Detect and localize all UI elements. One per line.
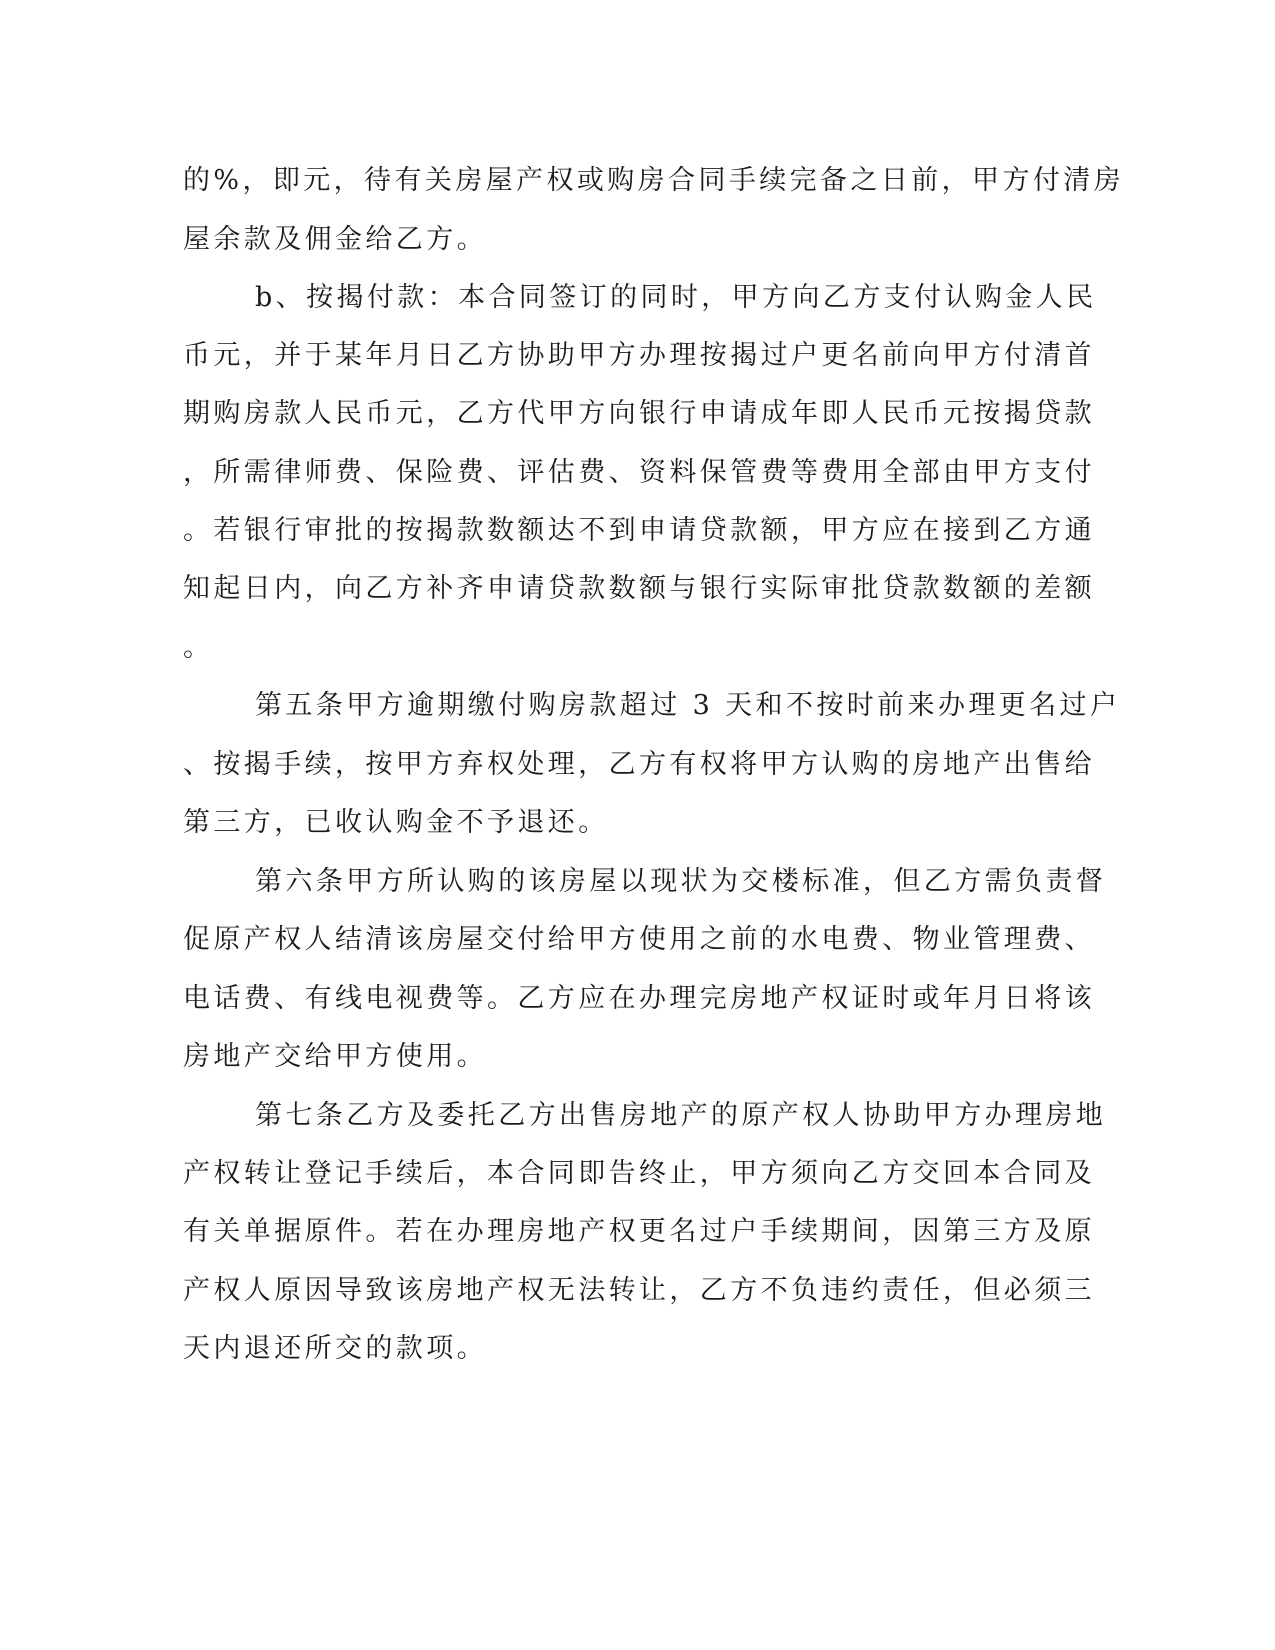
paragraph-first-line: b、按揭付款：本合同签订的同时，甲方向乙方支付认购金人民 xyxy=(255,282,1097,313)
text-line: 电话费、有线电视费等。乙方应在办理完房地产权证时或年月日将该 xyxy=(183,983,1095,1014)
text-line: 第三方，已收认购金不予退还。 xyxy=(183,807,609,838)
text-line: 、按揭手续，按甲方弃权处理，乙方有权将甲方认购的房地产出售给 xyxy=(183,749,1095,780)
paragraph-first-line: 第五条甲方逾期缴付购房款超过 3 天和不按时前来办理更名过户 xyxy=(255,690,1121,721)
text-line: 知起日内，向乙方补齐申请贷款数额与银行实际审批贷款数额的差额 xyxy=(183,573,1095,604)
text-line: 房地产交给甲方使用。 xyxy=(183,1041,487,1072)
paragraph-first-line: 第七条乙方及委托乙方出售房地产的原产权人协助甲方办理房地 xyxy=(255,1100,1107,1131)
text-line: 。若银行审批的按揭款数额达不到申请贷款额，甲方应在接到乙方通 xyxy=(183,515,1095,546)
text-line: 有关单据原件。若在办理房地产权更名过户手续期间，因第三方及原 xyxy=(183,1216,1095,1247)
text-line: 产权人原因导致该房地产权无法转让，乙方不负违约责任，但必须三 xyxy=(183,1275,1095,1306)
text-line: 屋余款及佣金给乙方。 xyxy=(183,224,487,255)
text-line: 产权转让登记手续后，本合同即告终止，甲方须向乙方交回本合同及 xyxy=(183,1158,1095,1189)
text-line: ，所需律师费、保险费、评估费、资料保管费等费用全部由甲方支付 xyxy=(183,457,1095,488)
paragraph-first-line: 第六条甲方所认购的该房屋以现状为交楼标准，但乙方需负责督 xyxy=(255,866,1107,897)
text-line: 天内退还所交的款项。 xyxy=(183,1333,487,1364)
text-line: 的%，即元，待有关房屋产权或购房合同手续完备之日前，甲方付清房 xyxy=(183,165,1125,196)
text-line: 促原产权人结清该房屋交付给甲方使用之前的水电费、物业管理费、 xyxy=(183,924,1095,955)
text-line: 币元，并于某年月日乙方协助甲方办理按揭过户更名前向甲方付清首 xyxy=(183,340,1095,371)
text-line: 期购房款人民币元，乙方代甲方向银行申请成年即人民币元按揭贷款 xyxy=(183,398,1095,429)
text-line: 。 xyxy=(183,632,214,663)
